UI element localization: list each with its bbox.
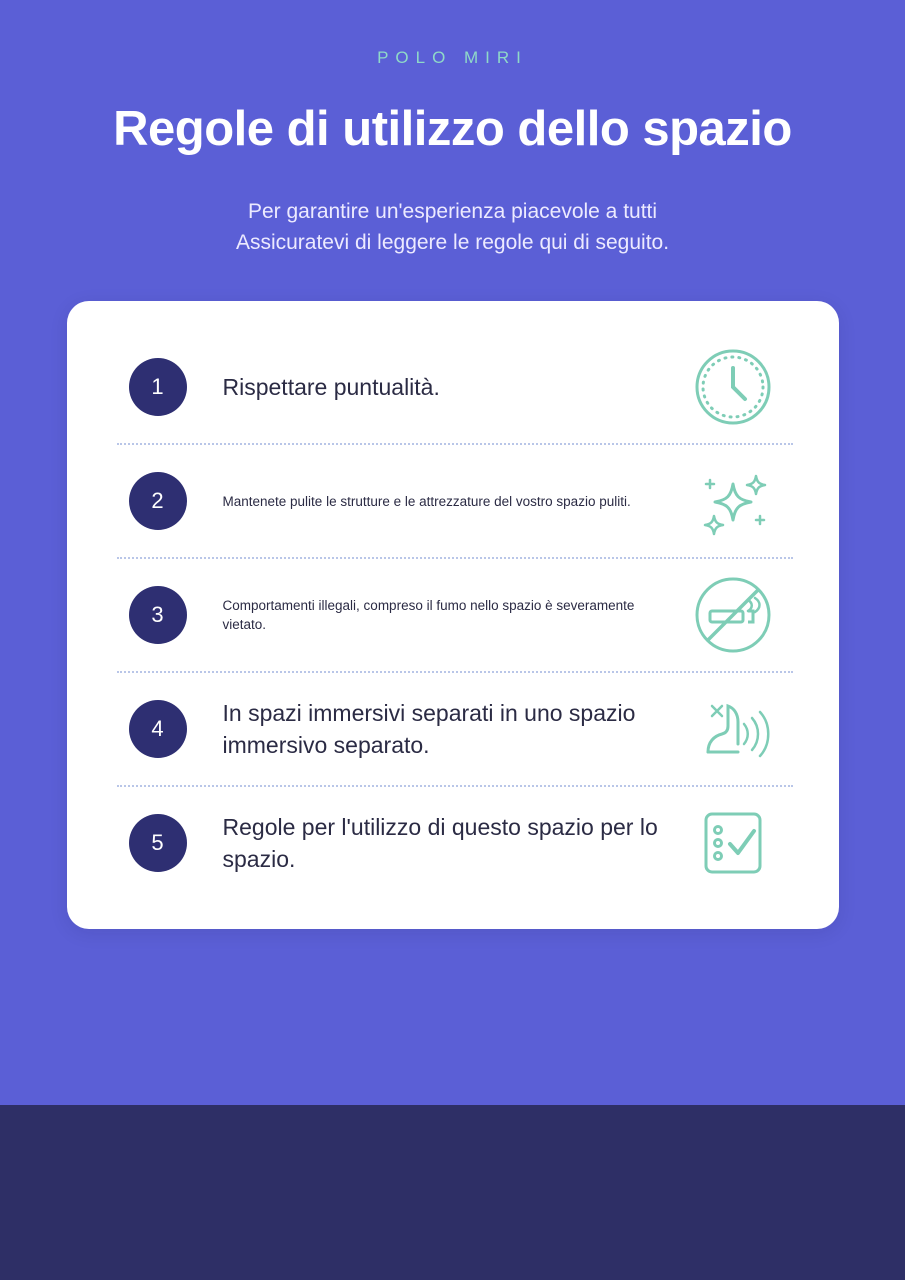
poster-header bbox=[0, 0, 905, 258]
rule-text: Rispettare puntualità. bbox=[222, 373, 440, 400]
no-noise-icon bbox=[685, 681, 781, 777]
checklist-icon bbox=[685, 795, 781, 891]
rule-text: In spazi immersivi separati in uno spazio immersivo separato. bbox=[222, 699, 636, 759]
footer-band bbox=[0, 1105, 905, 1280]
rule-number-badge: 3 bbox=[129, 586, 187, 644]
rule-number-badge: 2 bbox=[129, 472, 187, 530]
page-subtitle bbox=[0, 197, 905, 258]
no-smoking-icon bbox=[685, 567, 781, 663]
page-title: Regole di utilizzo dello spazio bbox=[113, 102, 792, 156]
clock-icon bbox=[685, 339, 781, 435]
rule-text: Mantenete pulite le strutture e le attrezzature del vostro spazio puliti. bbox=[222, 493, 631, 509]
rules-card bbox=[67, 301, 839, 929]
subtitle-line-2: Assicuratevi di leggere le regole qui di seguito. bbox=[235, 230, 670, 254]
rule-item-4 bbox=[67, 673, 839, 785]
rule-text: Comportamenti illegali, compreso il fumo nello spazio è severamente vietato. bbox=[222, 598, 635, 633]
sparkle-icon bbox=[685, 453, 781, 549]
rule-item-3 bbox=[67, 559, 839, 671]
rule-number-badge: 1 bbox=[129, 358, 187, 416]
brand-eyebrow: POLO MIRI bbox=[377, 48, 528, 67]
subtitle-line-1: Per garantire un'esperienza piacevole a tutti bbox=[247, 200, 658, 224]
rule-item-2 bbox=[67, 445, 839, 557]
rule-item-1 bbox=[67, 331, 839, 443]
rule-text: Regole per l'utilizzo di questo spazio per lo spazio. bbox=[222, 813, 658, 873]
rule-number-badge: 5 bbox=[129, 814, 187, 872]
rule-number-badge: 4 bbox=[129, 700, 187, 758]
rule-item-5 bbox=[67, 787, 839, 899]
